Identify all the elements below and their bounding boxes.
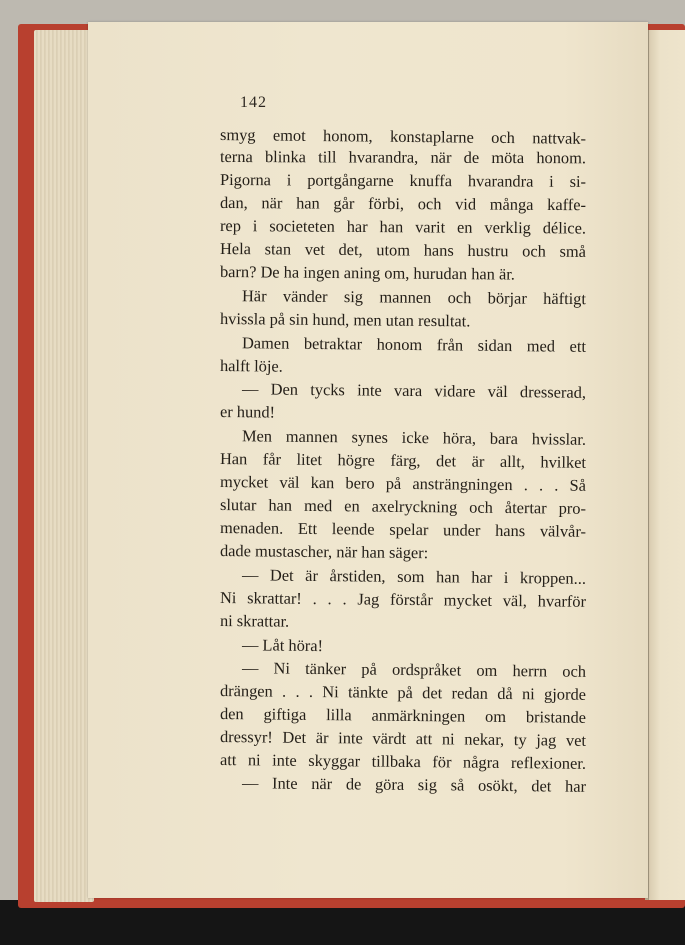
text-line: ni skrattar.	[219, 611, 290, 631]
text-line: dan, när han går förbi, och vid många kaffe-	[219, 193, 587, 215]
page-stack-edges	[34, 30, 94, 902]
text-line: terna blinka till hvarandra, när de möta honom.	[219, 147, 587, 168]
text-line: halft löje.	[219, 356, 283, 376]
page-number: 142	[240, 94, 267, 111]
text-line: — Ni tänker på ordspråket om herrn och	[241, 658, 587, 681]
text-line: drängen . . . Ni tänkte på det redan då ni gjorde	[219, 681, 587, 704]
text-line: — Det är årstiden, som han har i kroppen...	[241, 565, 587, 588]
text-line: Men mannen synes icke höra, bara hvisslar.	[241, 426, 587, 449]
text-line: menaden. Ett leende spelar under hans välvår-	[219, 518, 587, 541]
text-line: Ni skrattar! . . . Jag förstår mycket väl, hvarför	[219, 588, 587, 611]
text-line: er hund!	[219, 402, 276, 422]
text-line: — Den tycks inte vara vidare väl dresserad,	[241, 379, 587, 402]
text-line: hvissla på sin hund, men utan resultat.	[219, 309, 471, 331]
facing-page	[648, 30, 685, 900]
text-line: den giftiga lilla anmärkningen om bristande	[219, 704, 587, 727]
text-line: mycket väl kan bero på ansträngningen . . . Så	[219, 472, 587, 495]
text-line: Här vänder sig mannen och börjar häftigt	[241, 286, 587, 309]
text-line: — Inte när de göra sig så osökt, det har	[241, 773, 587, 796]
text-line: smyg emot honom, konstaplarne och nattvak-	[219, 125, 587, 148]
text-line: — Låt höra!	[241, 635, 324, 656]
text-line: Han får litet högre färg, det är allt, hvilket	[219, 449, 587, 472]
text-line: dade mustascher, när han säger:	[219, 541, 429, 563]
text-line: att ni inte skyggar tillbaka för några reflexioner.	[219, 750, 587, 773]
text-line: slutar han med en axelryckning och återtar pro-	[219, 495, 587, 518]
text-line: dressyr! Det är inte värdt att ni nekar, ty jag vet	[219, 727, 587, 750]
text-line: Pigorna i portgångarne knuffa hvarandra i si-	[219, 170, 587, 191]
text-line: barn? De ha ingen aning om, hurudan han är.	[219, 262, 516, 284]
text-line: Damen betraktar honom från sidan med ett	[241, 333, 587, 356]
text-line: Hela stan vet det, utom hans hustru och små	[219, 239, 587, 261]
text-line: rep i societeten har han varit en verklig délice.	[219, 216, 587, 238]
